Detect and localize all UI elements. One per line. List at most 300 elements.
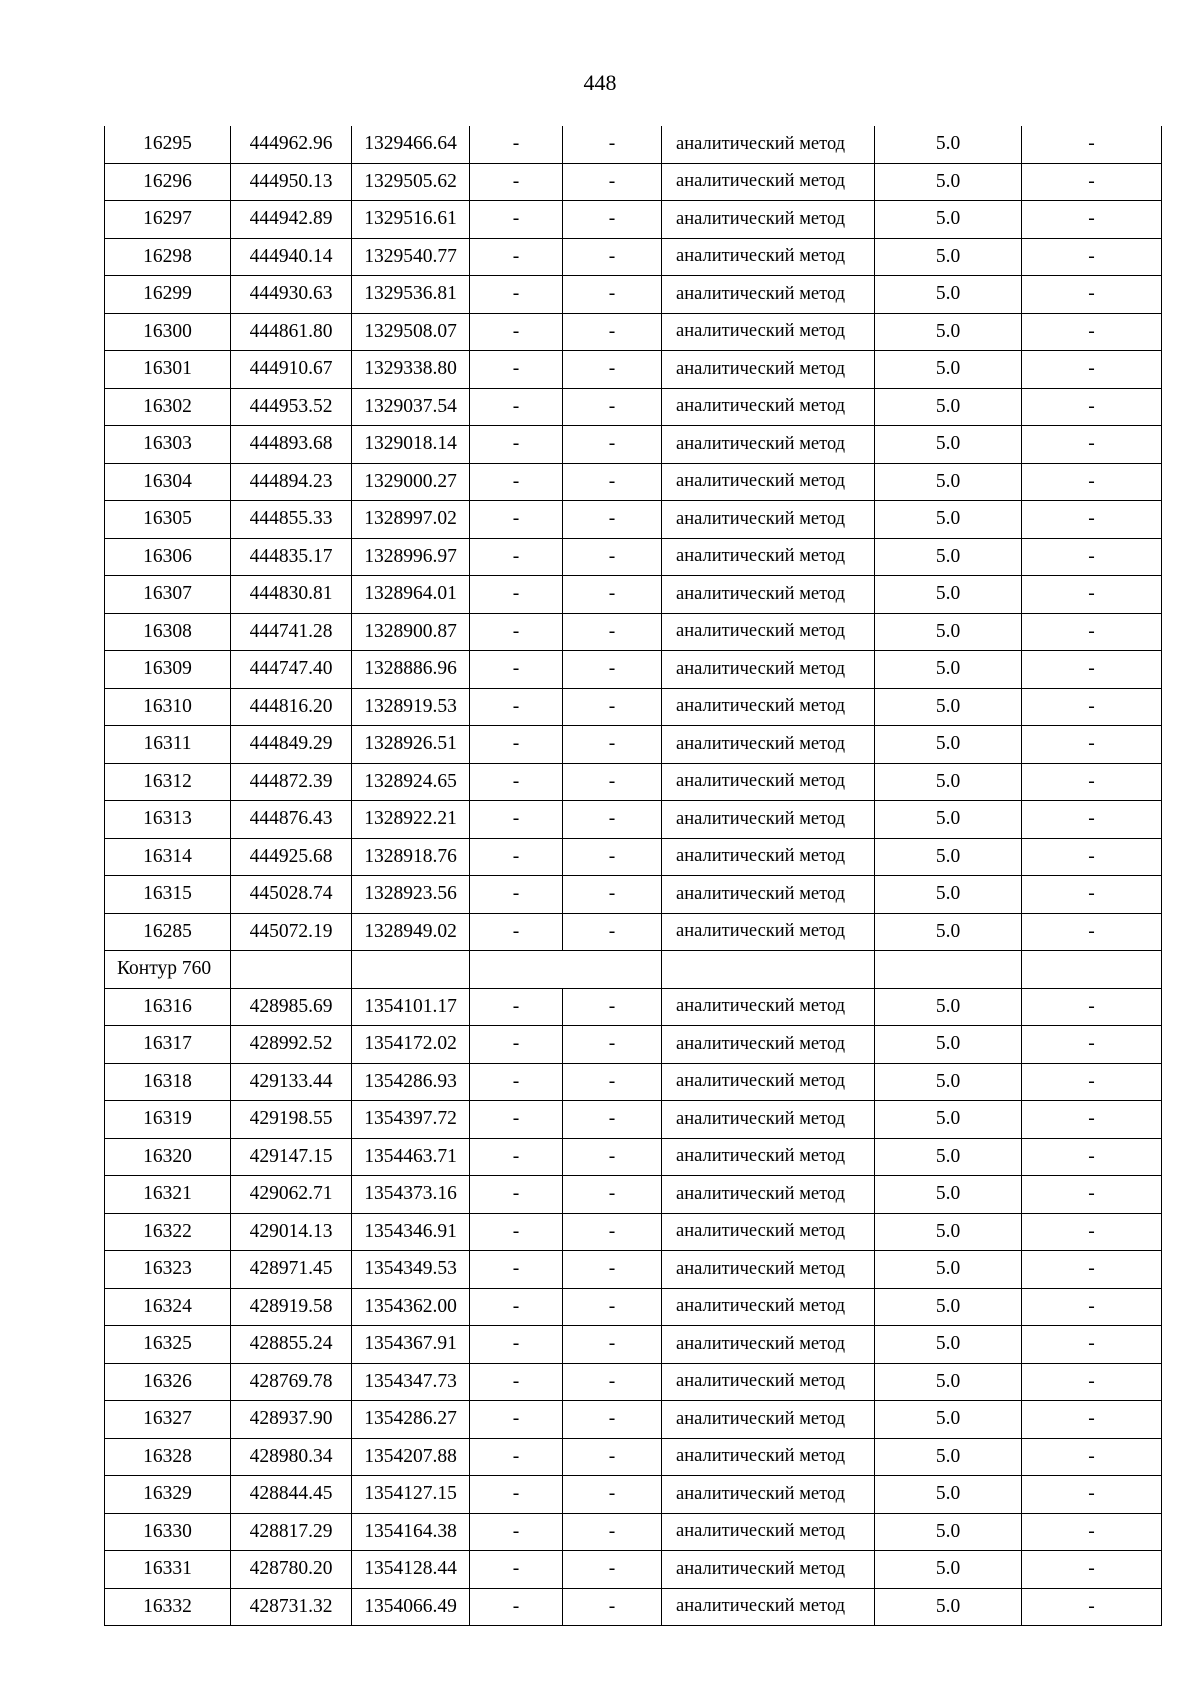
col-4-cell: - bbox=[470, 688, 563, 726]
coord-y-cell: 1354101.17 bbox=[352, 988, 470, 1026]
accuracy-cell: 5.0 bbox=[875, 613, 1022, 651]
col-4-cell: - bbox=[470, 463, 563, 501]
coord-x-cell: 444741.28 bbox=[231, 613, 352, 651]
col-8-cell: - bbox=[1022, 313, 1162, 351]
table-row bbox=[105, 538, 1162, 576]
col-8-cell: - bbox=[1022, 426, 1162, 464]
col-4-cell: - bbox=[470, 238, 563, 276]
point-number-cell: 16323 bbox=[105, 1251, 231, 1289]
accuracy-cell: 5.0 bbox=[875, 726, 1022, 764]
coord-x-cell: 444835.17 bbox=[231, 538, 352, 576]
point-number-cell: 16295 bbox=[105, 126, 231, 163]
point-number-cell: 16331 bbox=[105, 1551, 231, 1589]
coord-x-cell: 444925.68 bbox=[231, 838, 352, 876]
method-cell: аналитический метод bbox=[662, 876, 875, 914]
col-8-cell: - bbox=[1022, 1251, 1162, 1289]
col-5-cell: - bbox=[563, 1513, 662, 1551]
col-8-cell: - bbox=[1022, 726, 1162, 764]
col-8-cell: - bbox=[1022, 763, 1162, 801]
col-5-cell: - bbox=[563, 1401, 662, 1439]
method-cell: аналитический метод bbox=[662, 388, 875, 426]
coord-y-cell: 1354347.73 bbox=[352, 1363, 470, 1401]
col-4-cell: - bbox=[470, 651, 563, 689]
coordinates-table bbox=[104, 126, 1162, 1626]
coord-x-cell: 428817.29 bbox=[231, 1513, 352, 1551]
col-4-cell: - bbox=[470, 838, 563, 876]
coord-x-cell: 444930.63 bbox=[231, 276, 352, 314]
coord-x-cell: 428937.90 bbox=[231, 1401, 352, 1439]
point-number-cell: 16303 bbox=[105, 426, 231, 464]
method-cell: аналитический метод bbox=[662, 801, 875, 839]
point-number-cell: 16296 bbox=[105, 163, 231, 201]
accuracy-cell: 5.0 bbox=[875, 313, 1022, 351]
col-8-cell: - bbox=[1022, 388, 1162, 426]
table-row bbox=[105, 126, 1162, 163]
empty-cell bbox=[470, 951, 662, 989]
col-8-cell: - bbox=[1022, 463, 1162, 501]
coord-y-cell: 1354164.38 bbox=[352, 1513, 470, 1551]
coord-y-cell: 1354207.88 bbox=[352, 1438, 470, 1476]
coord-y-cell: 1329505.62 bbox=[352, 163, 470, 201]
method-cell: аналитический метод bbox=[662, 688, 875, 726]
point-number-cell: 16309 bbox=[105, 651, 231, 689]
coord-y-cell: 1329536.81 bbox=[352, 276, 470, 314]
coord-y-cell: 1354367.91 bbox=[352, 1326, 470, 1364]
col-5-cell: - bbox=[563, 201, 662, 239]
col-8-cell: - bbox=[1022, 1363, 1162, 1401]
coord-y-cell: 1329000.27 bbox=[352, 463, 470, 501]
col-4-cell: - bbox=[470, 1213, 563, 1251]
method-cell: аналитический метод bbox=[662, 1101, 875, 1139]
coord-x-cell: 444747.40 bbox=[231, 651, 352, 689]
accuracy-cell: 5.0 bbox=[875, 501, 1022, 539]
table-row bbox=[105, 876, 1162, 914]
col-4-cell: - bbox=[470, 1401, 563, 1439]
method-cell: аналитический метод bbox=[662, 238, 875, 276]
method-cell: аналитический метод bbox=[662, 1213, 875, 1251]
col-4-cell: - bbox=[470, 1551, 563, 1589]
col-5-cell: - bbox=[563, 313, 662, 351]
col-4-cell: - bbox=[470, 876, 563, 914]
table-row bbox=[105, 1101, 1162, 1139]
method-cell: аналитический метод bbox=[662, 1401, 875, 1439]
method-cell: аналитический метод bbox=[662, 726, 875, 764]
coord-x-cell: 428919.58 bbox=[231, 1288, 352, 1326]
coord-x-cell: 428985.69 bbox=[231, 988, 352, 1026]
col-4-cell: - bbox=[470, 1176, 563, 1214]
empty-cell bbox=[875, 951, 1022, 989]
col-8-cell: - bbox=[1022, 876, 1162, 914]
col-4-cell: - bbox=[470, 126, 563, 163]
col-8-cell: - bbox=[1022, 501, 1162, 539]
table-row bbox=[105, 1363, 1162, 1401]
col-4-cell: - bbox=[470, 1026, 563, 1064]
method-cell: аналитический метод bbox=[662, 126, 875, 163]
coord-y-cell: 1354362.00 bbox=[352, 1288, 470, 1326]
col-4-cell: - bbox=[470, 576, 563, 614]
coord-x-cell: 428780.20 bbox=[231, 1551, 352, 1589]
accuracy-cell: 5.0 bbox=[875, 1213, 1022, 1251]
accuracy-cell: 5.0 bbox=[875, 201, 1022, 239]
col-5-cell: - bbox=[563, 1101, 662, 1139]
col-4-cell: - bbox=[470, 988, 563, 1026]
col-8-cell: - bbox=[1022, 1288, 1162, 1326]
col-4-cell: - bbox=[470, 1363, 563, 1401]
col-4-cell: - bbox=[470, 388, 563, 426]
accuracy-cell: 5.0 bbox=[875, 126, 1022, 163]
coord-x-cell: 444910.67 bbox=[231, 351, 352, 389]
accuracy-cell: 5.0 bbox=[875, 913, 1022, 951]
coord-x-cell: 444894.23 bbox=[231, 463, 352, 501]
point-number-cell: 16299 bbox=[105, 276, 231, 314]
col-8-cell: - bbox=[1022, 126, 1162, 163]
col-8-cell: - bbox=[1022, 201, 1162, 239]
point-number-cell: 16329 bbox=[105, 1476, 231, 1514]
col-8-cell: - bbox=[1022, 1401, 1162, 1439]
accuracy-cell: 5.0 bbox=[875, 763, 1022, 801]
table-row bbox=[105, 388, 1162, 426]
col-8-cell: - bbox=[1022, 1138, 1162, 1176]
col-5-cell: - bbox=[563, 1288, 662, 1326]
col-5-cell: - bbox=[563, 426, 662, 464]
col-5-cell: - bbox=[563, 126, 662, 163]
method-cell: аналитический метод bbox=[662, 1551, 875, 1589]
point-number-cell: 16326 bbox=[105, 1363, 231, 1401]
point-number-cell: 16305 bbox=[105, 501, 231, 539]
method-cell: аналитический метод bbox=[662, 651, 875, 689]
method-cell: аналитический метод bbox=[662, 576, 875, 614]
coord-x-cell: 444849.29 bbox=[231, 726, 352, 764]
table-row bbox=[105, 351, 1162, 389]
accuracy-cell: 5.0 bbox=[875, 388, 1022, 426]
coord-x-cell: 429147.15 bbox=[231, 1138, 352, 1176]
col-4-cell: - bbox=[470, 1326, 563, 1364]
table-row bbox=[105, 763, 1162, 801]
empty-cell bbox=[1022, 951, 1162, 989]
point-number-cell: 16304 bbox=[105, 463, 231, 501]
accuracy-cell: 5.0 bbox=[875, 651, 1022, 689]
col-8-cell: - bbox=[1022, 163, 1162, 201]
method-cell: аналитический метод bbox=[662, 1513, 875, 1551]
col-8-cell: - bbox=[1022, 1026, 1162, 1064]
table-row bbox=[105, 988, 1162, 1026]
table-row bbox=[105, 1513, 1162, 1551]
point-number-cell: 16313 bbox=[105, 801, 231, 839]
col-8-cell: - bbox=[1022, 613, 1162, 651]
table-row bbox=[105, 1138, 1162, 1176]
coord-x-cell: 444872.39 bbox=[231, 763, 352, 801]
col-5-cell: - bbox=[563, 876, 662, 914]
point-number-cell: 16310 bbox=[105, 688, 231, 726]
method-cell: аналитический метод bbox=[662, 538, 875, 576]
table-row bbox=[105, 1251, 1162, 1289]
col-4-cell: - bbox=[470, 201, 563, 239]
point-number-cell: 16325 bbox=[105, 1326, 231, 1364]
col-8-cell: - bbox=[1022, 1213, 1162, 1251]
method-cell: аналитический метод bbox=[662, 1251, 875, 1289]
coord-y-cell: 1328924.65 bbox=[352, 763, 470, 801]
coord-y-cell: 1354286.27 bbox=[352, 1401, 470, 1439]
accuracy-cell: 5.0 bbox=[875, 463, 1022, 501]
method-cell: аналитический метод bbox=[662, 838, 875, 876]
table-row bbox=[105, 801, 1162, 839]
coord-y-cell: 1329037.54 bbox=[352, 388, 470, 426]
col-8-cell: - bbox=[1022, 238, 1162, 276]
method-cell: аналитический метод bbox=[662, 163, 875, 201]
col-4-cell: - bbox=[470, 1251, 563, 1289]
col-4-cell: - bbox=[470, 726, 563, 764]
table-row bbox=[105, 1063, 1162, 1101]
coord-x-cell: 444830.81 bbox=[231, 576, 352, 614]
col-8-cell: - bbox=[1022, 913, 1162, 951]
col-4-cell: - bbox=[470, 1063, 563, 1101]
col-5-cell: - bbox=[563, 726, 662, 764]
col-4-cell: - bbox=[470, 613, 563, 651]
accuracy-cell: 5.0 bbox=[875, 1101, 1022, 1139]
point-number-cell: 16312 bbox=[105, 763, 231, 801]
col-8-cell: - bbox=[1022, 1551, 1162, 1589]
accuracy-cell: 5.0 bbox=[875, 1588, 1022, 1626]
col-8-cell: - bbox=[1022, 801, 1162, 839]
coord-x-cell: 444940.14 bbox=[231, 238, 352, 276]
accuracy-cell: 5.0 bbox=[875, 1251, 1022, 1289]
col-8-cell: - bbox=[1022, 576, 1162, 614]
col-5-cell: - bbox=[563, 1213, 662, 1251]
accuracy-cell: 5.0 bbox=[875, 801, 1022, 839]
col-4-cell: - bbox=[470, 351, 563, 389]
coord-x-cell: 428971.45 bbox=[231, 1251, 352, 1289]
col-5-cell: - bbox=[563, 988, 662, 1026]
col-4-cell: - bbox=[470, 1476, 563, 1514]
coord-y-cell: 1328886.96 bbox=[352, 651, 470, 689]
coord-x-cell: 445072.19 bbox=[231, 913, 352, 951]
method-cell: аналитический метод bbox=[662, 1026, 875, 1064]
col-5-cell: - bbox=[563, 1026, 662, 1064]
accuracy-cell: 5.0 bbox=[875, 688, 1022, 726]
page-number: 448 bbox=[583, 70, 617, 95]
coord-y-cell: 1329338.80 bbox=[352, 351, 470, 389]
table-row bbox=[105, 1326, 1162, 1364]
accuracy-cell: 5.0 bbox=[875, 238, 1022, 276]
point-number-cell: 16322 bbox=[105, 1213, 231, 1251]
table-row bbox=[105, 313, 1162, 351]
col-5-cell: - bbox=[563, 1176, 662, 1214]
point-number-cell: 16297 bbox=[105, 201, 231, 239]
table-row bbox=[105, 726, 1162, 764]
coord-y-cell: 1329516.61 bbox=[352, 201, 470, 239]
col-5-cell: - bbox=[563, 1326, 662, 1364]
col-5-cell: - bbox=[563, 801, 662, 839]
col-5-cell: - bbox=[563, 1138, 662, 1176]
point-number-cell: 16301 bbox=[105, 351, 231, 389]
point-number-cell: 16317 bbox=[105, 1026, 231, 1064]
coord-y-cell: 1329466.64 bbox=[352, 126, 470, 163]
coord-x-cell: 428731.32 bbox=[231, 1588, 352, 1626]
accuracy-cell: 5.0 bbox=[875, 538, 1022, 576]
point-number-cell: 16319 bbox=[105, 1101, 231, 1139]
coord-y-cell: 1329508.07 bbox=[352, 313, 470, 351]
coord-x-cell: 429133.44 bbox=[231, 1063, 352, 1101]
accuracy-cell: 5.0 bbox=[875, 1063, 1022, 1101]
point-number-cell: 16324 bbox=[105, 1288, 231, 1326]
coord-x-cell: 429198.55 bbox=[231, 1101, 352, 1139]
coord-y-cell: 1328997.02 bbox=[352, 501, 470, 539]
coord-y-cell: 1354286.93 bbox=[352, 1063, 470, 1101]
col-5-cell: - bbox=[563, 1476, 662, 1514]
accuracy-cell: 5.0 bbox=[875, 426, 1022, 464]
accuracy-cell: 5.0 bbox=[875, 163, 1022, 201]
empty-cell bbox=[662, 951, 875, 989]
coord-y-cell: 1328996.97 bbox=[352, 538, 470, 576]
point-number-cell: 16285 bbox=[105, 913, 231, 951]
coord-y-cell: 1328923.56 bbox=[352, 876, 470, 914]
col-4-cell: - bbox=[470, 426, 563, 464]
contour-label: Контур 760 bbox=[105, 951, 231, 989]
method-cell: аналитический метод bbox=[662, 463, 875, 501]
table-row bbox=[105, 1176, 1162, 1214]
col-5-cell: - bbox=[563, 238, 662, 276]
table-row bbox=[105, 838, 1162, 876]
col-8-cell: - bbox=[1022, 688, 1162, 726]
col-8-cell: - bbox=[1022, 1063, 1162, 1101]
method-cell: аналитический метод bbox=[662, 313, 875, 351]
accuracy-cell: 5.0 bbox=[875, 1176, 1022, 1214]
coord-x-cell: 428769.78 bbox=[231, 1363, 352, 1401]
method-cell: аналитический метод bbox=[662, 1138, 875, 1176]
col-5-cell: - bbox=[563, 1438, 662, 1476]
point-number-cell: 16314 bbox=[105, 838, 231, 876]
col-8-cell: - bbox=[1022, 651, 1162, 689]
method-cell: аналитический метод bbox=[662, 201, 875, 239]
col-4-cell: - bbox=[470, 763, 563, 801]
accuracy-cell: 5.0 bbox=[875, 876, 1022, 914]
col-5-cell: - bbox=[563, 763, 662, 801]
empty-cell bbox=[352, 951, 470, 989]
accuracy-cell: 5.0 bbox=[875, 576, 1022, 614]
coord-y-cell: 1328926.51 bbox=[352, 726, 470, 764]
coord-x-cell: 444950.13 bbox=[231, 163, 352, 201]
col-5-cell: - bbox=[563, 688, 662, 726]
col-5-cell: - bbox=[563, 838, 662, 876]
coord-y-cell: 1354373.16 bbox=[352, 1176, 470, 1214]
table-row bbox=[105, 688, 1162, 726]
col-8-cell: - bbox=[1022, 1326, 1162, 1364]
col-4-cell: - bbox=[470, 1513, 563, 1551]
coord-y-cell: 1354066.49 bbox=[352, 1588, 470, 1626]
table-row bbox=[105, 201, 1162, 239]
col-8-cell: - bbox=[1022, 1513, 1162, 1551]
method-cell: аналитический метод bbox=[662, 1588, 875, 1626]
contour-row bbox=[105, 951, 1162, 989]
col-4-cell: - bbox=[470, 913, 563, 951]
table-row bbox=[105, 426, 1162, 464]
col-5-cell: - bbox=[563, 1251, 662, 1289]
point-number-cell: 16311 bbox=[105, 726, 231, 764]
accuracy-cell: 5.0 bbox=[875, 1363, 1022, 1401]
col-8-cell: - bbox=[1022, 1176, 1162, 1214]
table-row bbox=[105, 576, 1162, 614]
table-row bbox=[105, 1213, 1162, 1251]
coord-x-cell: 429014.13 bbox=[231, 1213, 352, 1251]
coord-y-cell: 1354397.72 bbox=[352, 1101, 470, 1139]
col-4-cell: - bbox=[470, 801, 563, 839]
coord-x-cell: 429062.71 bbox=[231, 1176, 352, 1214]
coord-x-cell: 444855.33 bbox=[231, 501, 352, 539]
empty-cell bbox=[231, 951, 352, 989]
col-5-cell: - bbox=[563, 913, 662, 951]
point-number-cell: 16306 bbox=[105, 538, 231, 576]
coord-y-cell: 1354172.02 bbox=[352, 1026, 470, 1064]
table-row bbox=[105, 651, 1162, 689]
accuracy-cell: 5.0 bbox=[875, 838, 1022, 876]
col-5-cell: - bbox=[563, 1551, 662, 1589]
col-4-cell: - bbox=[470, 1288, 563, 1326]
col-4-cell: - bbox=[470, 538, 563, 576]
method-cell: аналитический метод bbox=[662, 763, 875, 801]
table-row bbox=[105, 238, 1162, 276]
method-cell: аналитический метод bbox=[662, 1476, 875, 1514]
coord-y-cell: 1328964.01 bbox=[352, 576, 470, 614]
coord-x-cell: 444942.89 bbox=[231, 201, 352, 239]
method-cell: аналитический метод bbox=[662, 1326, 875, 1364]
col-4-cell: - bbox=[470, 163, 563, 201]
col-4-cell: - bbox=[470, 1138, 563, 1176]
coord-y-cell: 1354128.44 bbox=[352, 1551, 470, 1589]
col-5-cell: - bbox=[563, 538, 662, 576]
coord-x-cell: 428855.24 bbox=[231, 1326, 352, 1364]
coord-y-cell: 1328900.87 bbox=[352, 613, 470, 651]
accuracy-cell: 5.0 bbox=[875, 1401, 1022, 1439]
point-number-cell: 16320 bbox=[105, 1138, 231, 1176]
col-4-cell: - bbox=[470, 1438, 563, 1476]
table-row bbox=[105, 1026, 1162, 1064]
col-4-cell: - bbox=[470, 1101, 563, 1139]
coord-y-cell: 1329540.77 bbox=[352, 238, 470, 276]
table-row bbox=[105, 463, 1162, 501]
point-number-cell: 16327 bbox=[105, 1401, 231, 1439]
col-5-cell: - bbox=[563, 1588, 662, 1626]
col-8-cell: - bbox=[1022, 1588, 1162, 1626]
coord-x-cell: 444876.43 bbox=[231, 801, 352, 839]
table-row bbox=[105, 1476, 1162, 1514]
col-4-cell: - bbox=[470, 1588, 563, 1626]
col-5-cell: - bbox=[563, 1363, 662, 1401]
point-number-cell: 16315 bbox=[105, 876, 231, 914]
col-4-cell: - bbox=[470, 276, 563, 314]
coord-y-cell: 1328922.21 bbox=[352, 801, 470, 839]
method-cell: аналитический метод bbox=[662, 1176, 875, 1214]
point-number-cell: 16318 bbox=[105, 1063, 231, 1101]
accuracy-cell: 5.0 bbox=[875, 1513, 1022, 1551]
method-cell: аналитический метод bbox=[662, 351, 875, 389]
table-row bbox=[105, 1401, 1162, 1439]
table-row bbox=[105, 613, 1162, 651]
col-5-cell: - bbox=[563, 388, 662, 426]
coord-x-cell: 444893.68 bbox=[231, 426, 352, 464]
col-8-cell: - bbox=[1022, 276, 1162, 314]
method-cell: аналитический метод bbox=[662, 276, 875, 314]
table-row bbox=[105, 913, 1162, 951]
col-5-cell: - bbox=[563, 163, 662, 201]
coord-x-cell: 428992.52 bbox=[231, 1026, 352, 1064]
col-8-cell: - bbox=[1022, 988, 1162, 1026]
coord-y-cell: 1354463.71 bbox=[352, 1138, 470, 1176]
table-row bbox=[105, 276, 1162, 314]
accuracy-cell: 5.0 bbox=[875, 1326, 1022, 1364]
method-cell: аналитический метод bbox=[662, 501, 875, 539]
point-number-cell: 16328 bbox=[105, 1438, 231, 1476]
coord-x-cell: 444816.20 bbox=[231, 688, 352, 726]
